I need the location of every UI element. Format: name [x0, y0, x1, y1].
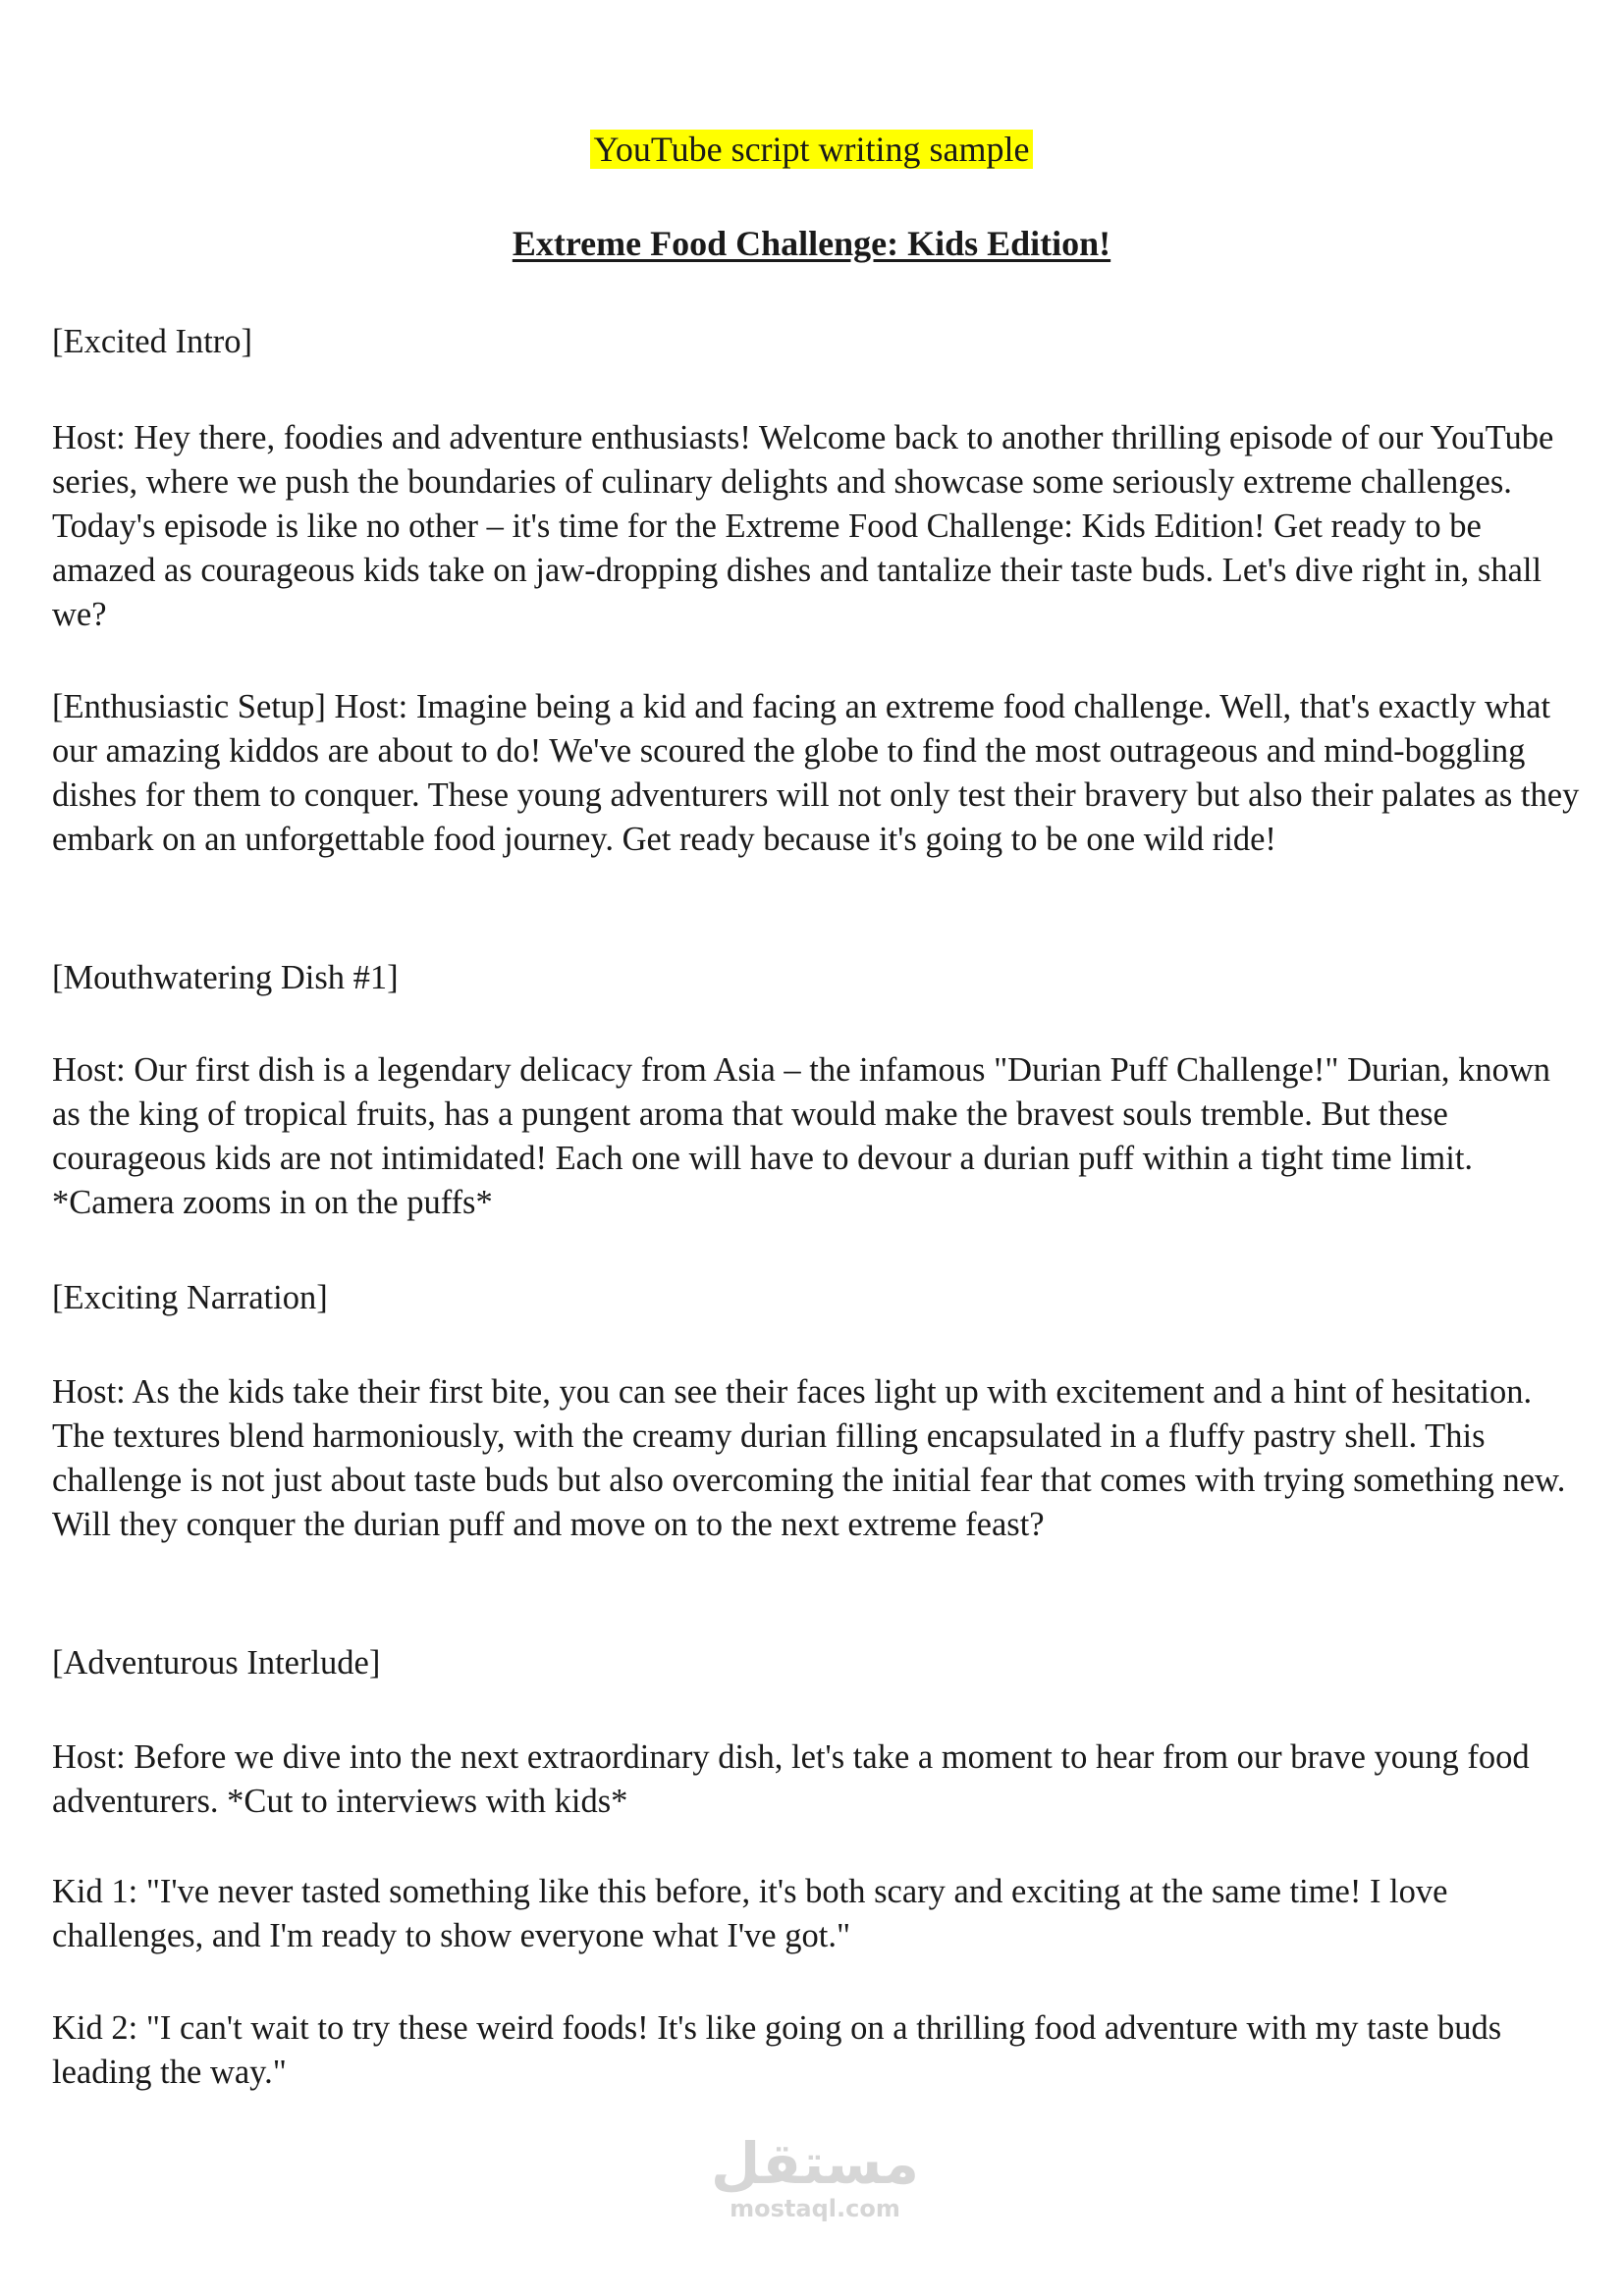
paragraph-host-intro: Host: Hey there, foodies and adventure enthusiasts! Welcome back to another thrilling episode of our YouTube series, where we push the boundaries of culinary delights and showcase some seriously extreme challenges. Today's episode is like no other – it's time for the Extreme Food Challenge: Kids Edition! Get ready to be amazed as courageous kids take on jaw-dropping dishes and tantalize their taste buds. Let's dive right in, shall we? [52, 419, 1554, 633]
section-heading-exciting-narration: [Exciting Narration] [52, 1279, 328, 1316]
document-title-row [0, 220, 1623, 267]
document-title: Extreme Food Challenge: Kids Edition! [512, 224, 1111, 263]
section-heading-excited-intro: [Excited Intro] [52, 323, 253, 360]
paragraph-kid-2-quote: Kid 2: "I can't wait to try these weird foods! It's like going on a thrilling food adventure with my taste buds leading the way." [52, 2009, 1502, 2091]
paragraph-first-bite: Host: As the kids take their first bite, you can see their faces light up with excitement and a hint of hesitation. The textures blend harmoniously, with the creamy durian filling encapsulated in a fluffy pastry shell. This challenge is not just about taste buds but also overcoming the initial fear that comes with trying something new. Will they conquer the durian puff and move on to the next extreme feast? [52, 1373, 1566, 1543]
document-label: YouTube script writing sample [590, 130, 1032, 169]
mostaql-logo: مستقل [710, 2130, 920, 2197]
mostaql-watermark [707, 2132, 923, 2222]
paragraph-enthusiastic-setup: [Enthusiastic Setup] Host: Imagine being a kid and facing an extreme food challenge. Well, that's exactly what our amazing kiddos are about to do! We've scoured the globe to find the most outrageous and mind-boggling dishes for them to conquer. These young adventurers will not only test their bravery but also their palates as they embark on an unforgettable food journey. Get ready because it's going to be one wild ride! [52, 688, 1580, 858]
document-label-row [0, 126, 1623, 173]
mostaql-url: mostaql.com [730, 2195, 900, 2222]
section-heading-adventurous-interlude: [Adventurous Interlude] [52, 1644, 381, 1682]
paragraph-interlude: Host: Before we dive into the next extraordinary dish, let's take a moment to hear from our brave young food adventurers. *Cut to interviews with kids* [52, 1738, 1530, 1820]
paragraph-kid-1-quote: Kid 1: "I've never tasted something like this before, it's both scary and exciting at the same time! I love challenges, and I'm ready to show everyone what I've got." [52, 1873, 1448, 1954]
section-heading-dish-1: [Mouthwatering Dish #1] [52, 959, 399, 996]
paragraph-durian-puff: Host: Our first dish is a legendary delicacy from Asia – the infamous "Durian Puff Challenge!" Durian, known as the king of tropical fruits, has a pungent aroma that would make the bravest souls tremble. But these courageous kids are not intimidated! Each one will have to devour a durian puff within a tight time limit. *Camera zooms in on the puffs* [52, 1051, 1551, 1221]
